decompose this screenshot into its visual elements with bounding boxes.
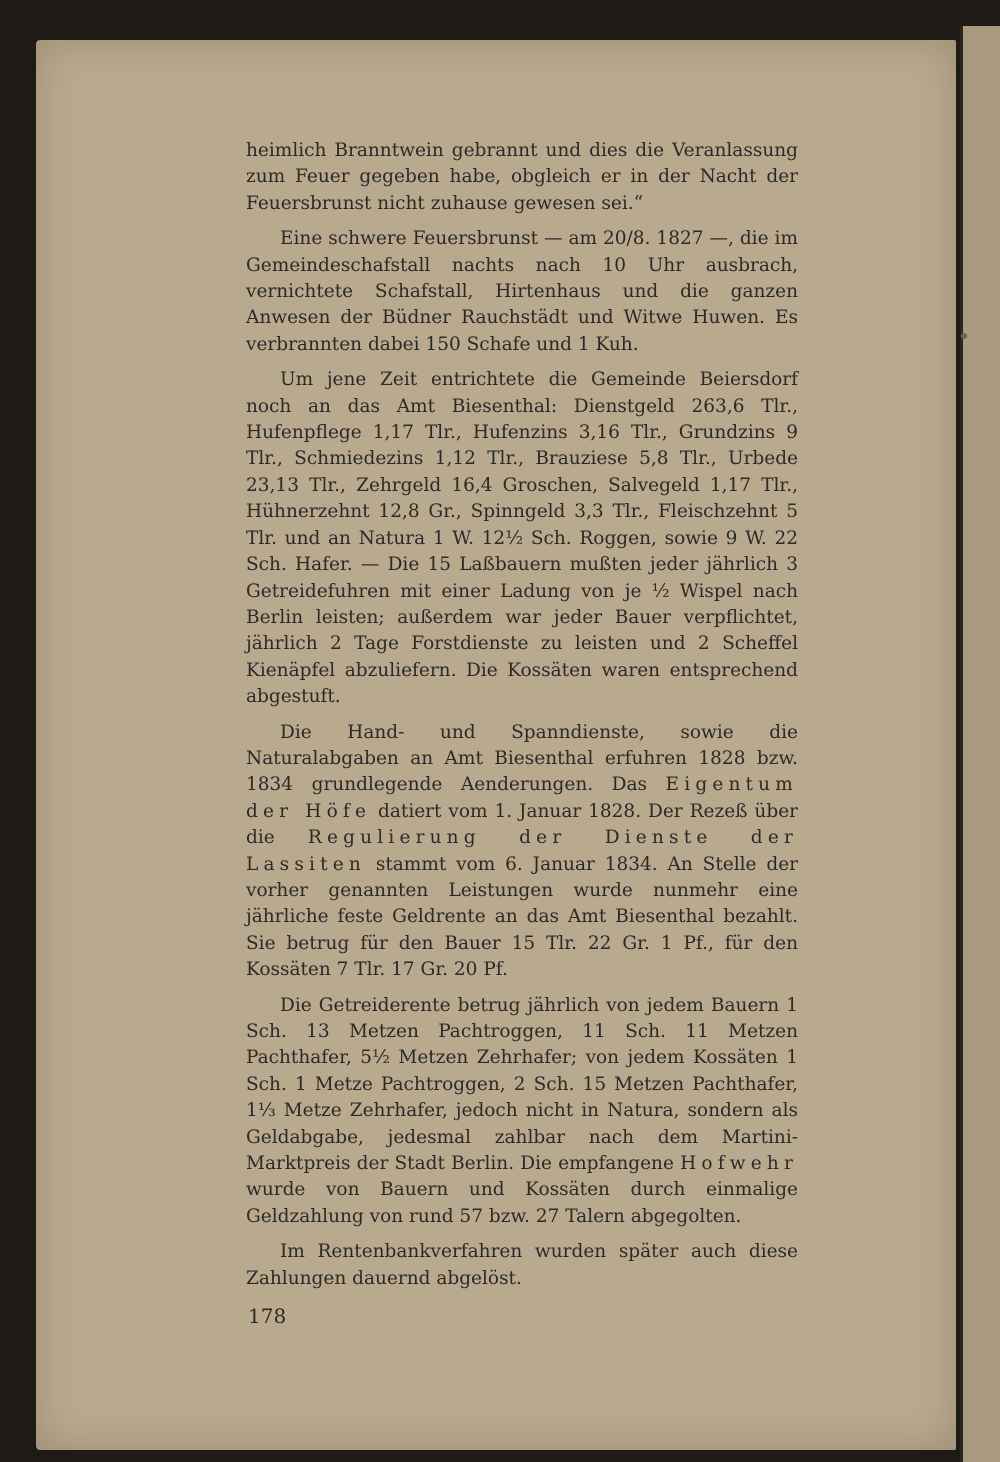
paragraph-5-text-b: wurde von Bauern und Kossäten durch einmalige Geldzahlung von rund 57 bzw. 27 Talern abgegolten.: [246, 1179, 798, 1227]
paragraph-3-text: Um jene Zeit entrichtete die Gemeinde Beiersdorf noch an das Amt Biesenthal: Dienstgeld 263,6 Tlr., Hufenpflege 1,17 Tlr., Hufenzins 3,16 Tlr., Grundzins 9 Tlr., Schmiedezins 1,12 Tlr., Brauziese 5,8 Tlr., Urbede 23,13 Tlr., Zehrgeld 16,4 Groschen, Salvegeld 1,17 Tlr., Hühnerzehnt 12,8 Gr., Spinngeld 3,3 Tlr., Fleischzehnt 5 Tlr. und an Natura 1 W. 12½ Sch. Roggen, sowie 9 W. 22 Sch. Hafer. — Die 15 Laßbauern mußten jeder jährlich 3 Getreidefuhren mit einer Ladung von je ½ Wispel nach Berlin leisten; außerdem war jeder Bauer verpflichtet, jährlich 2 Tage Forstdienste zu leisten und 2 Scheffel Kienäpfel abzuliefern. Die Kossäten waren entsprechend abgestuft.: [246, 369, 798, 708]
paragraph-4: [246, 720, 798, 984]
emphasis-eigentum-der-hoefe: Eigentum der Höfe: [246, 774, 798, 822]
facing-page-edge: [960, 26, 1000, 1462]
paragraph-1: [246, 138, 798, 217]
paragraph-3: [246, 367, 798, 710]
page-number: 178: [248, 1304, 287, 1328]
paragraph-2: [246, 226, 798, 358]
body-text: [246, 138, 798, 1301]
paragraph-4-text-b: datiert vom 1. Januar 1828. Der Rezeß über die: [246, 800, 798, 849]
paragraph-4-text-a: Die Hand- und Spanndienste, sowie die Naturalabgaben an Amt Biesenthal erfuhren 1828 bzw. 1834 grundlegende Aenderungen. Das: [246, 721, 798, 796]
emphasis-regulierung: Regulierung der Dienste der Lassiten: [246, 827, 798, 875]
paragraph-2-text: Eine schwere Feuersbrunst — am 20/8. 1827 —, die im Gemeindeschafstall nachts nach 10 Uhr ausbrach, vernichtete Schafstall, Hirtenhaus und die ganzen Anwesen der Büdner Rauchstädt und Witwe Huwen. Es verbrannten dabei 150 Schafe und 1 Kuh.: [246, 228, 798, 355]
paragraph-5: [246, 993, 798, 1231]
paragraph-6: [246, 1239, 798, 1292]
paper-spot: [961, 333, 967, 339]
paragraph-4-text-c: stammt vom 6. Januar 1834. An Stelle der vorher genannten Leistungen wurde nunmehr eine jährliche feste Geldrente an das Amt Biesenthal bezahlt. Sie betrug für den Bauer 15 Tlr. 22 Gr. 1 Pf., für den Kossäten 7 Tlr. 17 Gr. 20 Pf.: [246, 853, 798, 981]
paragraph-6-text: Im Rentenbankverfahren wurden später auch diese Zahlungen dauernd abgelöst.: [246, 1241, 798, 1289]
paragraph-5-text-a: Die Getreiderente betrug jährlich von jedem Bauern 1 Sch. 13 Metzen Pachtroggen, 11 Sch. 11 Metzen Pachthafer, 5½ Metzen Zehrhafer; von jedem Kossäten 1 Sch. 1 Metze Pachtroggen, 2 Sch. 15 Metzen Pachthafer, 1⅓ Metze Zehrhafer, jedoch nicht in Natura, sondern als Geldabgabe, jedesmal zahlbar nach dem Martini-Marktpreis der Stadt Berlin. Die empfangene: [246, 994, 798, 1175]
emphasis-hofwehr: Hofwehr: [680, 1153, 798, 1175]
paragraph-1-text: heimlich Branntwein gebrannt und dies die Veranlassung zum Feuer gegeben habe, obgleich er in der Nacht der Feuersbrunst nicht zuhause gewesen sei.“: [246, 140, 798, 214]
